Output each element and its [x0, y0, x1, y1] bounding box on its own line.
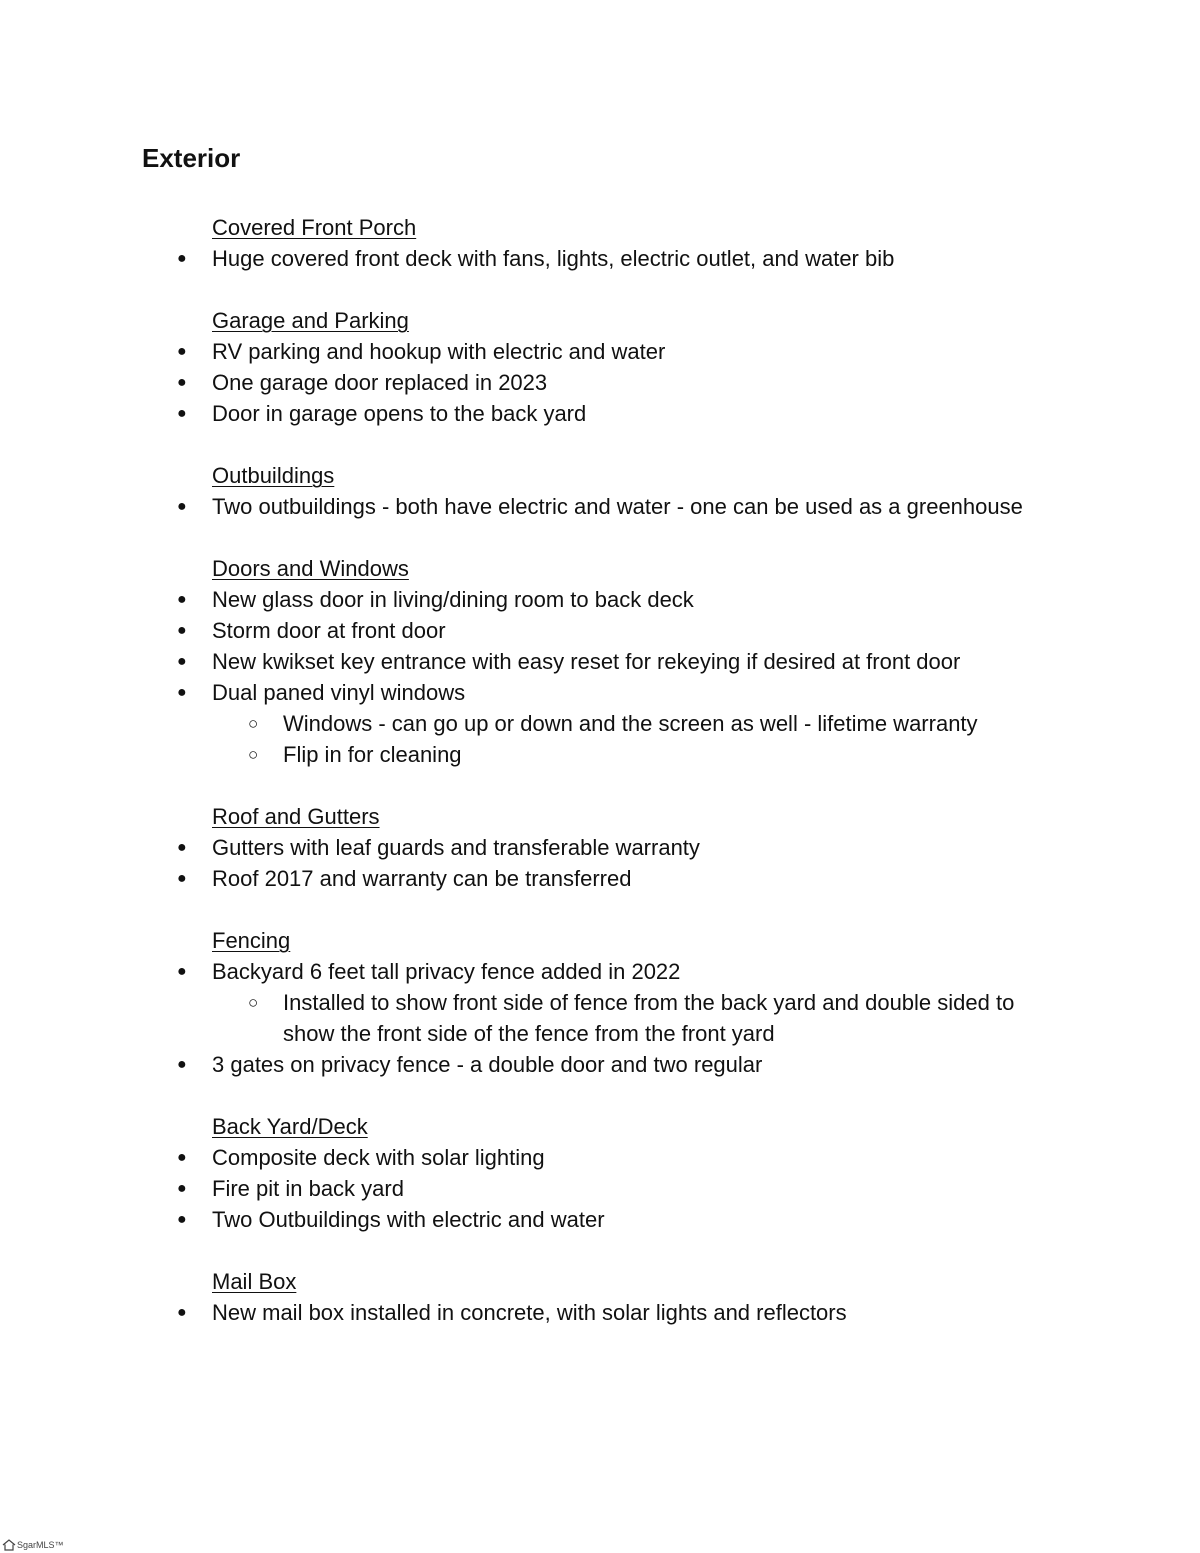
section-heading: Doors and Windows: [212, 556, 409, 581]
list-item-text: ● 3 gates on privacy fence - a double door and two regular: [212, 1049, 1042, 1080]
list-item: [0, 367, 1200, 398]
bullet-list: [0, 584, 1200, 770]
list-item: [0, 1049, 1200, 1080]
sub-list-item-text: ○ Windows - can go up or down and the screen as well - lifetime warranty: [283, 708, 1053, 739]
list-item: [0, 1142, 1200, 1173]
section-heading: Back Yard/Deck: [212, 1114, 368, 1139]
list-item-text: ● One garage door replaced in 2023: [212, 367, 1042, 398]
list-item-text: ● Two outbuildings - both have electric and water - one can be used as a greenhouse: [212, 491, 1042, 522]
list-item-text: ● New kwikset key entrance with easy reset for rekeying if desired at front door: [212, 646, 1042, 677]
list-item-text: ● New mail box installed in concrete, with solar lights and reflectors: [212, 1297, 1042, 1328]
bullet-list: [0, 1297, 1200, 1328]
section: [0, 553, 1200, 770]
list-item: [0, 677, 1200, 770]
sub-list-item: [0, 708, 1200, 739]
list-item-text: ● RV parking and hookup with electric and water: [212, 336, 1042, 367]
list-item: [0, 1204, 1200, 1235]
sub-list-item: [0, 739, 1200, 770]
list-item: [0, 243, 1200, 274]
bullet-list: [0, 832, 1200, 894]
list-item: [0, 615, 1200, 646]
list-item-text: ● Storm door at front door: [212, 615, 1042, 646]
section-heading: Roof and Gutters: [212, 804, 380, 829]
sub-list: [0, 987, 1200, 1049]
section-heading: Covered Front Porch: [212, 215, 417, 240]
page-title: Exterior: [142, 143, 241, 173]
section-heading: Outbuildings: [212, 463, 335, 488]
bullet-list: [0, 1142, 1200, 1235]
list-item-text: ● Door in garage opens to the back yard: [212, 398, 1042, 429]
house-icon: [2, 1539, 16, 1551]
list-item-text: ● Roof 2017 and warranty can be transferred: [212, 863, 1042, 894]
list-item-text: ● Two Outbuildings with electric and water: [212, 1204, 1042, 1235]
section: [0, 1111, 1200, 1235]
list-item: [0, 646, 1200, 677]
list-item: [0, 491, 1200, 522]
list-item: [0, 398, 1200, 429]
list-item: [0, 584, 1200, 615]
list-item-text: ● Composite deck with solar lighting: [212, 1142, 1042, 1173]
list-item: [0, 863, 1200, 894]
bullet-list: [0, 956, 1200, 1080]
sub-list-item-text: ○ Installed to show front side of fence from the back yard and double sided to show the front side of the fence from the front yard: [283, 987, 1053, 1049]
section: [0, 460, 1200, 522]
list-item-text: ● Huge covered front deck with fans, lights, electric outlet, and water bib: [212, 243, 1042, 274]
sub-list: [0, 708, 1200, 770]
list-item: [0, 1173, 1200, 1204]
section: [0, 305, 1200, 429]
sections-container: [0, 212, 1200, 1359]
list-item-text: ● Dual paned vinyl windows: [212, 677, 1042, 708]
sub-list-item-text: ○ Flip in for cleaning: [283, 739, 1053, 770]
list-item-text: ● New glass door in living/dining room to back deck: [212, 584, 1042, 615]
list-item: [0, 1297, 1200, 1328]
list-item: [0, 832, 1200, 863]
section: [0, 1266, 1200, 1328]
bullet-list: [0, 336, 1200, 429]
bullet-list: [0, 491, 1200, 522]
list-item-text: ● Gutters with leaf guards and transferable warranty: [212, 832, 1042, 863]
list-item-text: ● Backyard 6 feet tall privacy fence added in 2022: [212, 956, 1042, 987]
footer-logo-text: SgarMLS™: [17, 1540, 64, 1550]
bullet-list: [0, 243, 1200, 274]
section: [0, 801, 1200, 894]
list-item-text: ● Fire pit in back yard: [212, 1173, 1042, 1204]
list-item: [0, 956, 1200, 1049]
section-heading: Garage and Parking: [212, 308, 409, 333]
footer-logo: [2, 1537, 64, 1553]
section-heading: Fencing: [212, 928, 291, 953]
section: [0, 212, 1200, 274]
section: [0, 925, 1200, 1080]
list-item: [0, 336, 1200, 367]
sub-list-item: [0, 987, 1200, 1049]
section-heading: Mail Box: [212, 1269, 297, 1294]
